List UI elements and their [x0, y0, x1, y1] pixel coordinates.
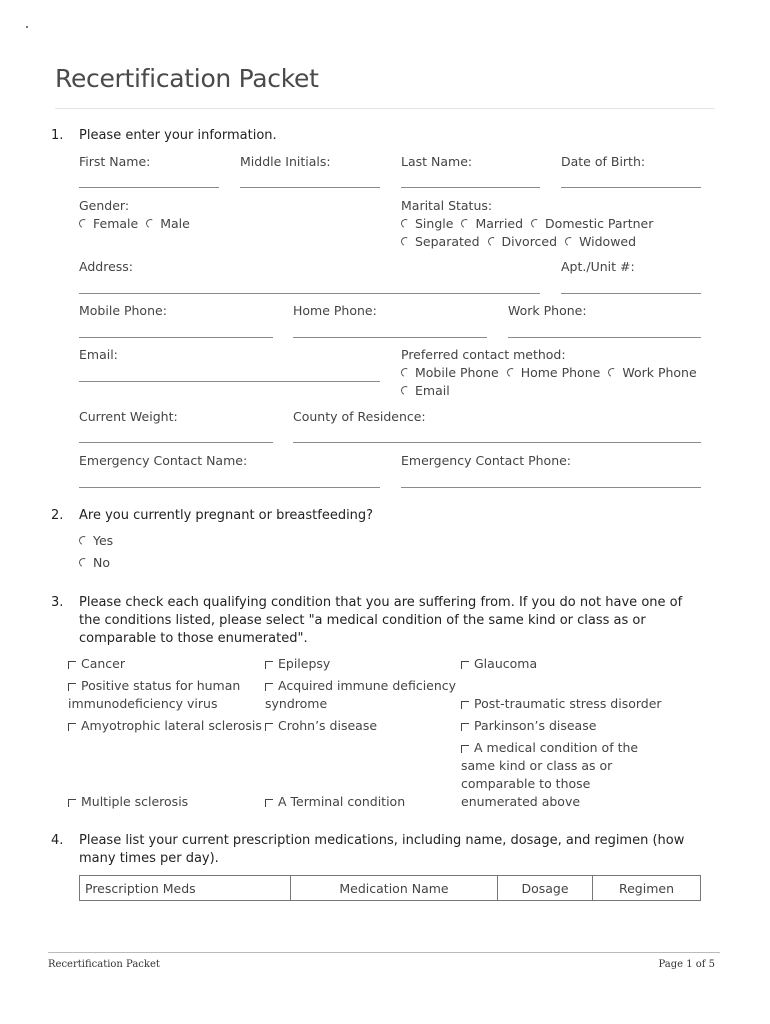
emergency-name-label: Emergency Contact Name:	[79, 453, 248, 468]
current-weight-label: Current Weight:	[79, 409, 178, 424]
marital-options-row-1	[401, 216, 661, 231]
dob-field[interactable]	[561, 187, 701, 188]
pregnant-no-option[interactable]: No	[79, 555, 110, 570]
checkbox-icon	[461, 723, 469, 731]
condition-glaucoma[interactable]: Glaucoma	[461, 655, 537, 673]
marital-status-label: Marital Status:	[401, 198, 493, 213]
contact-work-option[interactable]: Work Phone	[608, 365, 696, 380]
last-name-field[interactable]	[401, 187, 540, 188]
emergency-phone-label: Emergency Contact Phone:	[401, 453, 572, 468]
contact-options-row-2	[401, 383, 458, 398]
email-field[interactable]	[79, 381, 380, 382]
marital-widowed-option[interactable]: Widowed	[565, 234, 636, 249]
first-name-label: First Name:	[79, 154, 151, 169]
work-phone-field[interactable]	[508, 337, 701, 338]
q4-text	[79, 832, 719, 868]
q1-text: Please enter your information.	[79, 128, 277, 143]
checkbox-icon	[265, 723, 273, 731]
checkbox-icon	[68, 683, 76, 691]
q2-text: Are you currently pregnant or breastfeeding?	[79, 508, 374, 523]
q4-number: 4.	[51, 833, 64, 848]
marital-divorced-option[interactable]: Divorced	[488, 234, 558, 249]
condition-comparable[interactable]: A medical condition of the same kind or class as or comparable to those enumerated above	[461, 740, 639, 809]
checkbox-icon	[461, 661, 469, 669]
address-field[interactable]	[79, 293, 540, 294]
checkbox-icon	[461, 745, 469, 753]
marital-domestic-partner-option[interactable]: Domestic Partner	[531, 216, 653, 231]
marital-separated-option[interactable]: Separated	[401, 234, 480, 249]
radio-icon	[564, 236, 576, 248]
q4-text-line-1: Please list your current prescription medications, including name, dosage, and regimen (how	[79, 833, 685, 848]
condition-ptsd[interactable]: Post-traumatic stress disorder	[461, 695, 662, 713]
q3-text-line-1: Please check each qualifying condition that you are suffering from. If you do not have one of	[79, 595, 683, 610]
current-weight-field[interactable]	[79, 442, 273, 443]
q2-number: 2.	[51, 508, 64, 523]
stray-dot	[26, 26, 28, 28]
radio-icon	[607, 367, 619, 379]
home-phone-label: Home Phone:	[293, 303, 377, 318]
radio-icon	[486, 236, 498, 248]
radio-icon	[530, 218, 542, 230]
pregnant-yes-option[interactable]: Yes	[79, 533, 113, 548]
preferred-contact-label: Preferred contact method:	[401, 347, 566, 362]
q3-text-line-2: the conditions listed, please select "a medical condition of the same kind or class as or	[79, 613, 646, 628]
footer-title: Recertification Packet	[48, 959, 160, 970]
gender-options	[79, 216, 198, 231]
radio-icon	[505, 367, 517, 379]
gender-male-option[interactable]: Male	[146, 216, 190, 231]
marital-single-option[interactable]: Single	[401, 216, 453, 231]
checkbox-icon	[265, 661, 273, 669]
col-medication-name: Medication Name	[291, 876, 498, 900]
checkbox-icon	[68, 799, 76, 807]
radio-icon	[78, 218, 90, 230]
middle-initials-field[interactable]	[240, 187, 380, 188]
emergency-phone-field[interactable]	[401, 487, 701, 488]
radio-icon	[460, 218, 472, 230]
contact-options-row-1	[401, 365, 705, 380]
condition-parkinsons[interactable]: Parkinson’s disease	[461, 717, 596, 735]
q3-number: 3.	[51, 595, 64, 610]
q3-text-line-3: comparable to those enumerated".	[79, 631, 308, 646]
col-regimen: Regimen	[618, 880, 674, 896]
email-label: Email:	[79, 347, 118, 362]
footer-divider	[48, 952, 720, 953]
apt-unit-field[interactable]	[561, 293, 701, 294]
condition-terminal[interactable]: A Terminal condition	[265, 793, 405, 811]
county-field[interactable]	[293, 442, 701, 443]
radio-icon	[78, 557, 90, 569]
page-number: Page 1 of 5	[658, 959, 715, 970]
checkbox-icon	[68, 723, 76, 731]
mobile-phone-label: Mobile Phone:	[79, 303, 167, 318]
medications-table-header	[79, 875, 701, 901]
dob-label: Date of Birth:	[561, 154, 646, 169]
gender-female-option[interactable]: Female	[79, 216, 138, 231]
first-name-field[interactable]	[79, 187, 219, 188]
condition-hiv[interactable]: Positive status for human immunodeficiency virus	[68, 678, 241, 711]
contact-mobile-option[interactable]: Mobile Phone	[401, 365, 499, 380]
mobile-phone-field[interactable]	[79, 337, 273, 338]
condition-ms[interactable]: Multiple sclerosis	[68, 793, 188, 811]
radio-icon	[78, 535, 90, 547]
contact-home-option[interactable]: Home Phone	[507, 365, 601, 380]
address-label: Address:	[79, 259, 133, 274]
work-phone-label: Work Phone:	[508, 303, 587, 318]
checkbox-icon	[265, 683, 273, 691]
condition-als[interactable]: Amyotrophic lateral sclerosis	[68, 717, 262, 735]
radio-icon	[400, 367, 412, 379]
col-prescription-meds: Prescription Meds	[80, 876, 291, 900]
checkbox-icon	[68, 661, 76, 669]
q1-number: 1.	[51, 128, 64, 143]
condition-crohns[interactable]: Crohn’s disease	[265, 717, 377, 735]
radio-icon	[145, 218, 157, 230]
radio-icon	[400, 218, 412, 230]
checkbox-icon	[461, 701, 469, 709]
last-name-label: Last Name:	[401, 154, 473, 169]
gender-label: Gender:	[79, 198, 130, 213]
radio-icon	[400, 236, 412, 248]
col-dosage: Dosage	[498, 876, 593, 900]
contact-email-option[interactable]: Email	[401, 383, 450, 398]
marital-options-row-2	[401, 234, 644, 249]
condition-cancer[interactable]: Cancer	[68, 655, 125, 673]
county-label: County of Residence:	[293, 409, 426, 424]
middle-initials-label: Middle Initials:	[240, 154, 331, 169]
page-title: Recertification Packet	[55, 64, 319, 93]
q4-text-line-2: many times per day).	[79, 851, 219, 866]
emergency-name-field[interactable]	[79, 487, 380, 488]
checkbox-icon	[265, 799, 273, 807]
home-phone-field[interactable]	[293, 337, 487, 338]
title-divider	[55, 108, 715, 109]
q3-text	[79, 594, 719, 648]
condition-epilepsy[interactable]: Epilepsy	[265, 655, 330, 673]
condition-aids[interactable]: Acquired immune deficiency syndrome	[265, 678, 457, 711]
marital-married-option[interactable]: Married	[461, 216, 523, 231]
radio-icon	[400, 385, 412, 397]
apt-unit-label: Apt./Unit #:	[561, 259, 635, 274]
